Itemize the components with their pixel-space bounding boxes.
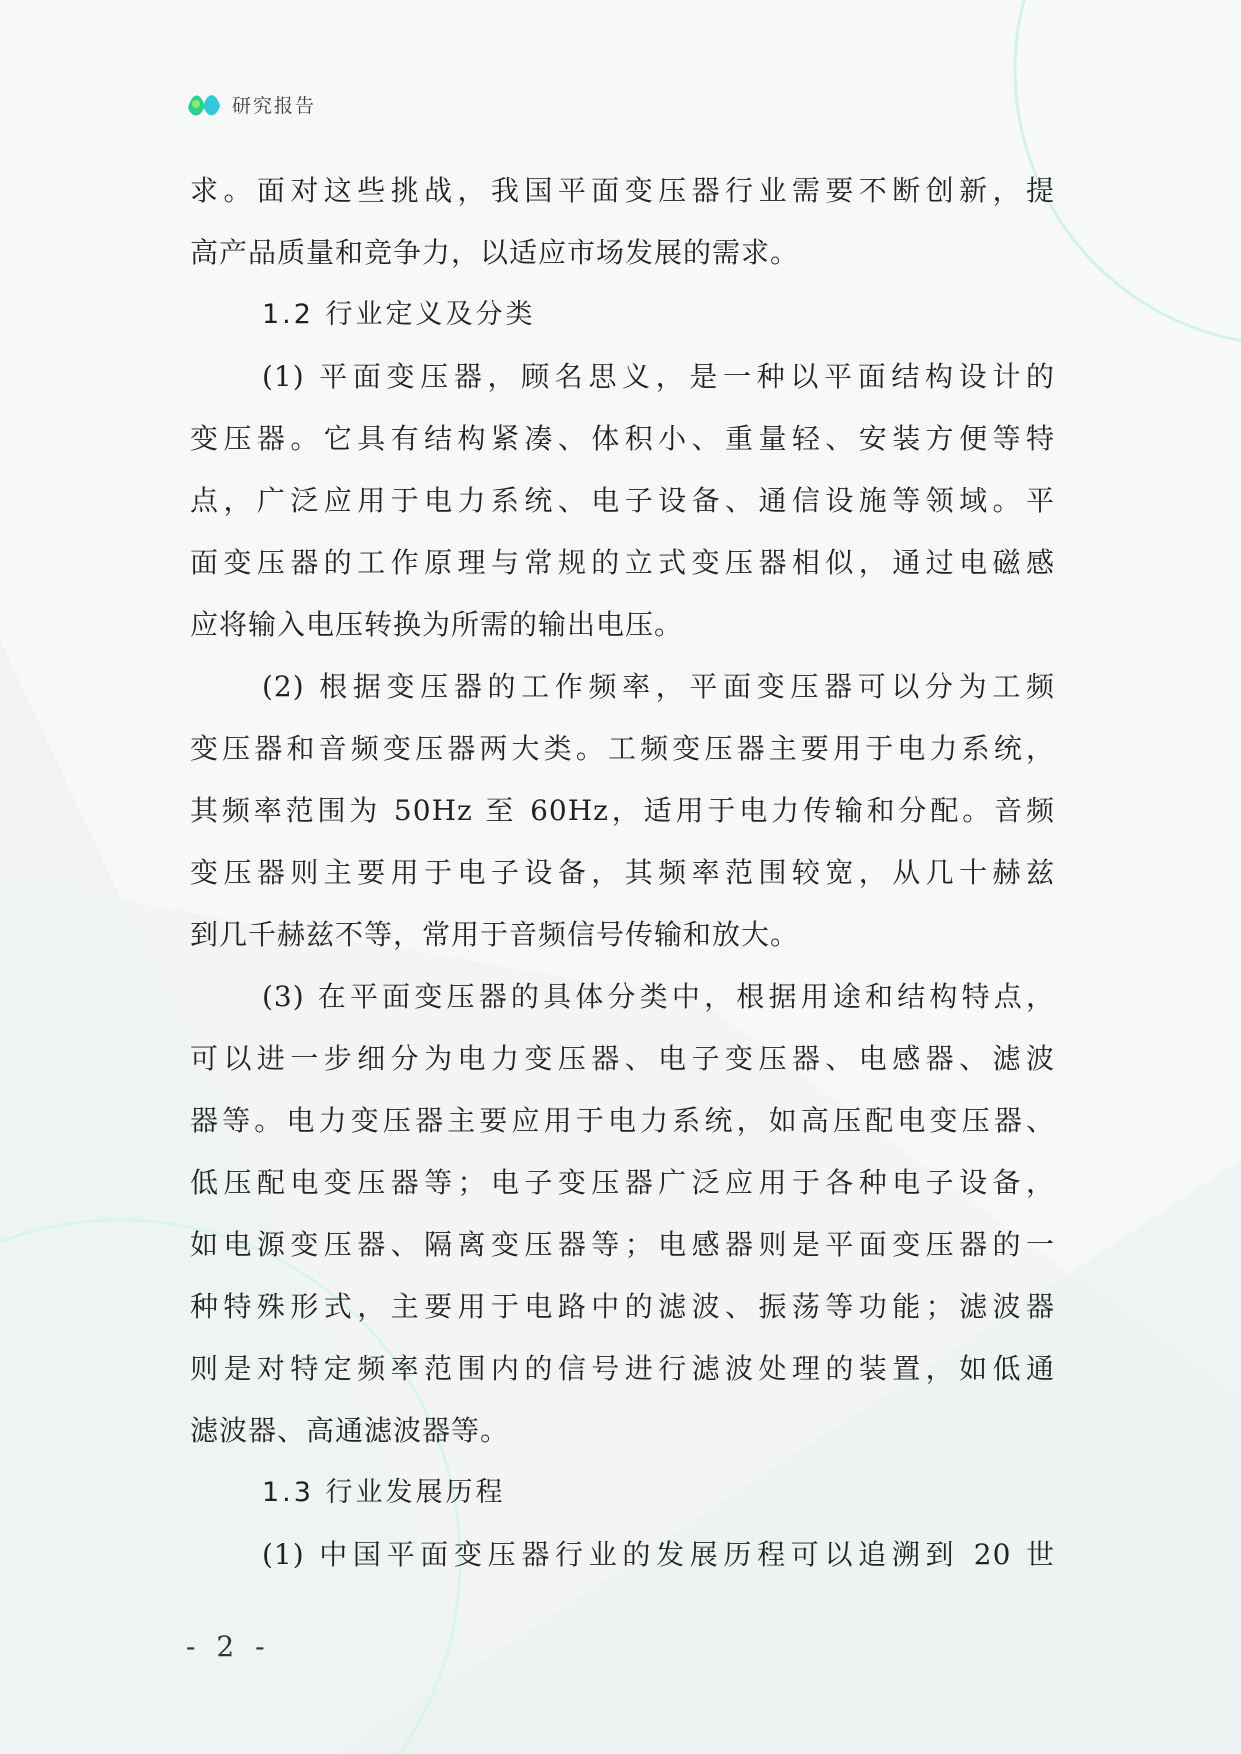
text-line: 如电源变压器、隔离变压器等；电感器则是平面变压器的一	[190, 1228, 1055, 1261]
text-line: 高产品质量和竞争力，以适应市场发展的需求。	[190, 236, 800, 269]
text-line: 器等。电力变压器主要应用于电力系统，如高压配电变压器、	[190, 1104, 1055, 1137]
text-line: (1) 中国平面变压器行业的发展历程可以追溯到 20 世	[262, 1538, 1055, 1571]
text-line: 到几千赫兹不等，常用于音频信号传输和放大。	[190, 918, 800, 951]
section-heading-1-3: 1.3 行业发展历程	[262, 1477, 506, 1508]
text-line: 面变压器的工作原理与常规的立式变压器相似，通过电磁感	[190, 546, 1055, 579]
document-body	[190, 160, 1055, 1586]
page-header	[186, 88, 316, 120]
text-line: 应将输入电压转换为所需的输出电压。	[190, 608, 684, 641]
paragraph-intro-continuation	[190, 160, 1055, 284]
paragraph-frequency-classification	[190, 656, 1055, 966]
section-heading-1-2: 1.2 行业定义及分类	[262, 299, 536, 330]
text-line: (3) 在平面变压器的具体分类中，根据用途和结构特点，	[262, 980, 1055, 1013]
text-line: (1) 平面变压器，顾名思义，是一种以平面结构设计的	[262, 360, 1055, 393]
paragraph-history	[190, 1524, 1055, 1586]
text-line: 求。面对这些挑战，我国平面变压器行业需要不断创新，提	[190, 174, 1055, 207]
text-line: 变压器和音频变压器两大类。工频变压器主要用于电力系统，	[190, 732, 1055, 765]
text-line: 点，广泛应用于电力系统、电子设备、通信设施等领域。平	[190, 484, 1055, 517]
page-number: - 2 -	[186, 1630, 271, 1663]
text-line: 变压器则主要用于电子设备，其频率范围较宽，从几十赫兹	[190, 856, 1055, 889]
text-line: 其频率范围为 50Hz 至 60Hz，适用于电力传输和分配。音频	[190, 794, 1055, 827]
text-line: 滤波器、高通滤波器等。	[190, 1414, 510, 1447]
brand-logo-icon	[186, 88, 222, 120]
paragraph-definition	[190, 346, 1055, 656]
text-line: (2) 根据变压器的工作频率，平面变压器可以分为工频	[262, 670, 1055, 703]
paragraph-usage-classification	[190, 966, 1055, 1462]
text-line: 可以进一步细分为电力变压器、电子变压器、电感器、滤波	[190, 1042, 1055, 1075]
text-line: 则是对特定频率范围内的信号进行滤波处理的装置，如低通	[190, 1352, 1055, 1385]
text-line: 变压器。它具有结构紧凑、体积小、重量轻、安装方便等特	[190, 422, 1055, 455]
text-line: 低压配电变压器等；电子变压器广泛应用于各种电子设备，	[190, 1166, 1055, 1199]
text-line: 种特殊形式，主要用于电路中的滤波、振荡等功能；滤波器	[190, 1290, 1055, 1323]
header-title: 研究报告	[232, 94, 317, 117]
